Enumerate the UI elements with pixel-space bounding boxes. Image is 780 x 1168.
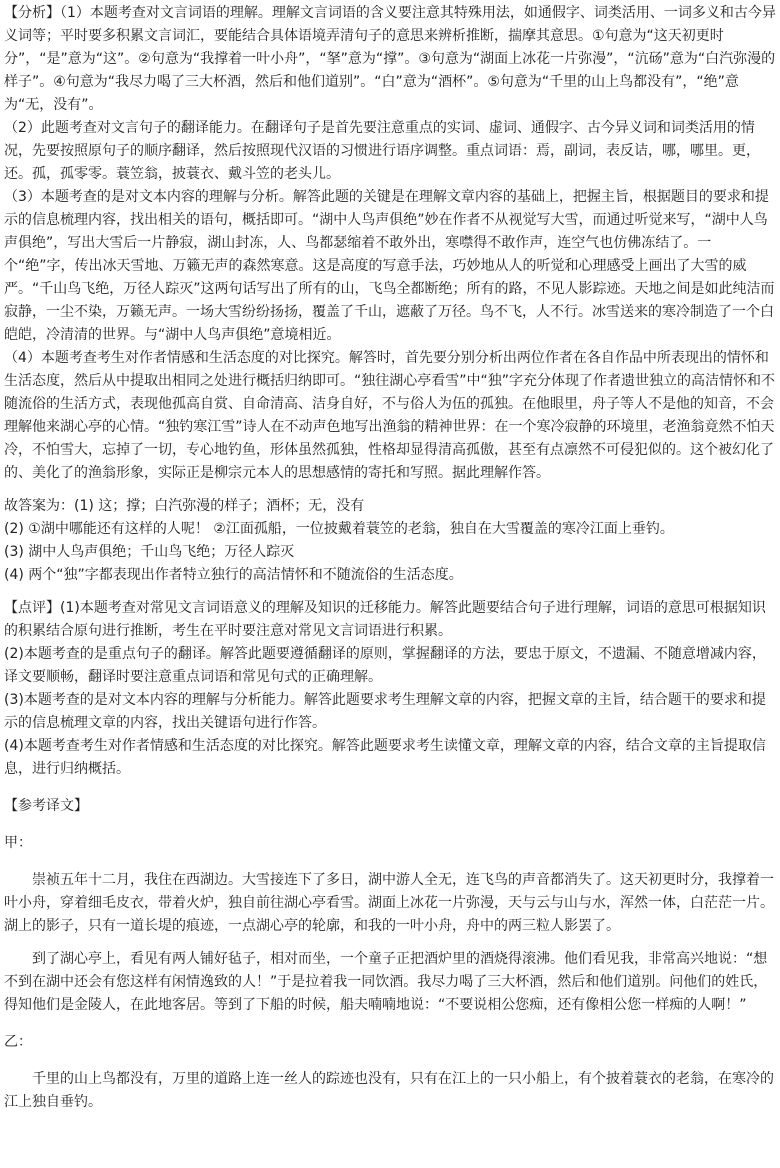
part-a-label: 甲： — [4, 835, 32, 851]
answer-line-1: 故答案为：(1) 这；撑；白汽弥漫的样子；酒杯；无，没有 — [4, 498, 365, 514]
answer-line-3: (3) 湖中人鸟声俱绝；千山鸟飞绝；万径人踪灭 — [4, 544, 295, 560]
part-a-paragraph-2: 到了湖心亭上，看见有两人铺好毡子，相对而坐，一个童子正把酒炉里的酒烧得滚沸。他们看见我，非常高兴地说：“想不到在湖中还会有您这样有闲情逸致的人！”于是拉着我一同饮酒。我尽力喝了三大杯酒，然后和他们道别。问他们的姓氏，得知他们是金陵人，在此地客居。等到了下船的时候，船夫喃喃地说：“不要说相公您痴，还有像相公您一样痴的人啊！” — [4, 951, 768, 1013]
comment-paragraph-3: (3)本题考查的是对文本内容的理解与分析能力。解答此题要求考生理解文章的内容，把握文章的主旨，结合题干的要求和提示的信息梳理文章的内容，找出关键语句进行作答。 — [4, 692, 766, 731]
answer-line-4: (4) 两个“独”字都表现出作者特立独行的高洁情怀和不随流俗的生活态度。 — [4, 567, 463, 583]
comment-paragraph-2: (2)本题考查的是重点句子的翻译。解答此题要遵循翻译的原则，掌握翻译的方法，要忠于原文，不遗漏、不随意增减内容，译文要顺畅，翻译时要注意重点词语和常见句式的正确理解。 — [4, 646, 766, 685]
answers-section — [4, 495, 776, 587]
answer-line-2: (2) ①湖中哪能还有这样的人呢！ ②江面孤船，一位披戴着蓑笠的老翁，独自在大雪覆盖的寒冷江面上垂钓。 — [4, 521, 674, 537]
part-b-paragraph-1: 千里的山上鸟都没有，万里的道路上连一丝人的踪迹也没有，只有在江上的一只小船上，有个披着蓑衣的老翁，在寒冷的江上独自垂钓。 — [4, 1071, 774, 1110]
part-a-paragraph-1: 崇祯五年十二月，我住在西湖边。大雪接连下了多日，湖中游人全无，连飞鸟的声音都消失了。这天初更时分，我撑着一叶小舟，穿着细毛皮衣，带着火炉，独自前往湖心亭看雪。湖面上冰花一片弥漫，天与云与山与水，浑然一体，白茫茫一片。湖上的影子，只有一道长堤的痕迹，一点湖心亭的轮廓，和我的一叶小舟，舟中的两三粒人影罢了。 — [4, 872, 774, 934]
analysis-paragraph-4: （4）本题考查考生对作者情感和生活态度的对比探究。解答时，首先要分别分析出两位作者在各自作品中所表现出的情怀和生活态度，然后从中提取出相同之处进行概括归纳即可。“独往湖心亭看雪”中“独”字充分体现了作者遗世独立的高洁情怀和不随流俗的生活方式，表现他孤高自赏、自命清高、洁身自好，不与俗人为伍的孤独。在他眼里，舟子等人不是他的知音，不会理解他来湖心亭的心情。“独钓寒江雪”诗人在不动声色地写出渔翁的精神世界：在一个寒冷寂静的环境里，老渔翁竟然不怕天冷，不怕雪大，忘掉了一切，专心地钓鱼，形体虽然孤独，性格却显得清高孤傲，甚至有点凛然不可侵犯似的。这个被幻化了的、美化了的渔翁形象，实际正是柳宗元本人的思想感情的寄托和写照。据此理解作答。 — [4, 350, 776, 481]
analysis-paragraph-2: （2）此题考查对文言句子的翻译能力。在翻译句子是首先要注意重点的实词、虚词、通假字、古今异义词和词类活用的情况，先要按照原句子的顺序翻译，然后按照现代汉语的习惯进行语序调整。重点词语：焉，副词，表反诘，哪，哪里。更，还。孤，孤零零。蓑笠翁，披蓑衣、戴斗笠的老头儿。 — [4, 120, 760, 182]
translation-section — [4, 795, 776, 1114]
translation-heading: 【参考译文】 — [4, 798, 88, 814]
comment-paragraph-4: (4)本题考查考生对作者情感和生活态度的对比探究。解答此题要求考生读懂文章，理解文章的内容，结合文章的主旨提取信息，进行归纳概括。 — [4, 738, 766, 777]
part-b-label: 乙： — [4, 1034, 32, 1050]
comment-paragraph-1: 【点评】(1)本题考查对常见文言词语意义的理解及知识的迁移能力。解答此题要结合句子进行理解，词语的意思可根据知识的积累结合原句进行推断，考生在平时要注意对常见文言词语进行积累。 — [4, 600, 766, 639]
analysis-paragraph-3: （3）本题考查的是对文本内容的理解与分析。解答此题的关键是在理解文章内容的基础上，把握主旨，根据题目的要求和提示的信息梳理内容，找出相关的语句，概括即可。“湖中人鸟声俱绝”妙在作者不从视觉写大雪，而通过听觉来写，“湖中人鸟声俱绝”，写出大雪后一片静寂，湖山封冻，人、鸟都瑟缩着不敢外出，寒噤得不敢作声，连空气也仿佛冻结了。一个“绝”字，传出冰天雪地、万籁无声的森然寒意。这是高度的写意手法，巧妙地从人的听觉和心理感受上画出了大雪的威严。“千山鸟飞绝，万径人踪灭”这两句话写出了所有的山，飞鸟全都断绝；所有的路，不见人影踪迹。天地之间是如此纯洁而寂静，一尘不染，万籁无声。一场大雪纷纷扬扬，覆盖了千山，遮蔽了万径。鸟不飞，人不行。冰雪送来的寒冷制造了一个白皑皑，冷清清的世界。与“湖中人鸟声俱绝”意境相近。 — [4, 189, 775, 343]
comments-section — [4, 597, 776, 781]
analysis-paragraph-1: 【分析】（1）本题考查对文言词语的理解。理解文言词语的含义要注意其特殊用法，如通假字、词类活用、一词多义和古今异义词等；平时要多积累文言词汇，要能结合具体语境弄清句子的意思来辨析推断，揣摩其意思。①句意为“这天初更时分”，“是”意为“这”。②句意为“我撑着一叶小舟”，“拏”意为“撑”。③句意为“湖面上冰花一片弥漫”，“沆砀”意为“白汽弥漫的样子”。④句意为“我尽力喝了三大杯酒，然后和他们道别”。“白”意为“酒杯”。⑤句意为“千里的山上鸟都没有”，“绝”意为“无，没有”。 — [4, 5, 776, 113]
analysis-section — [4, 2, 776, 485]
